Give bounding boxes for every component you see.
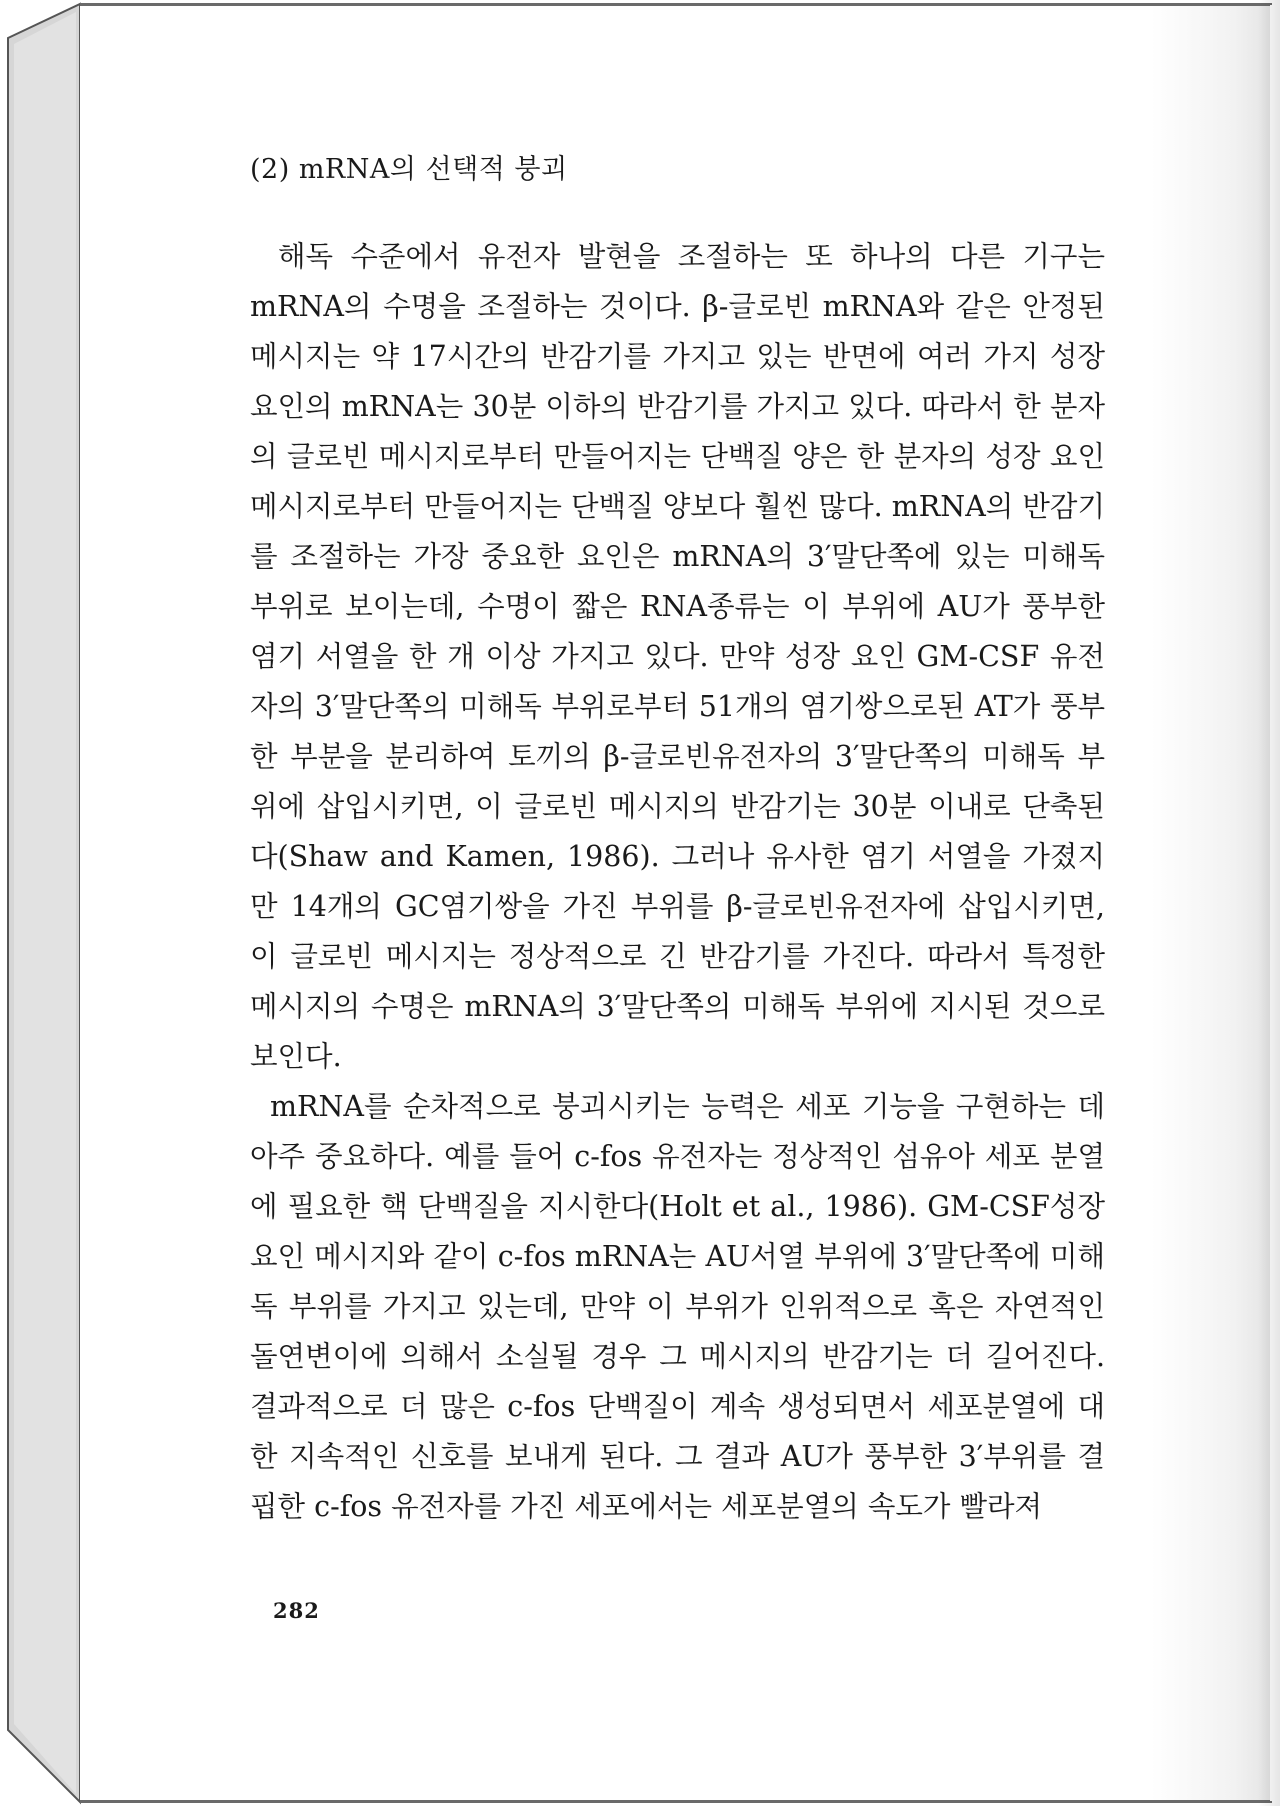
page-text [250, 150, 1105, 1532]
body-paragraph-2: mRNA를 순차적으로 붕괴시키는 능력은 세포 기능을 구현하는 데 아주 중요하다. 예를 들어 c-fos 유전자는 정상적인 섬유아 세포 분열에 필요한 핵 단백질을 지시한다(Holt et al., 1986). GM-CSF성장 요인 메시지와 같이 c-fos mRNA는 AU서열 부위에 3′말단쪽에 미해독 부위를 가지고 있는데, 만약 이 부위가 인위적으로 혹은 자연적인 돌연변이에 의해서 소실될 경우 그 메시지의 반감기는 더 길어진다. 결과적으로 더 많은 c-fos 단백질이 계속 생성되면서 세포분열에 대한 지속적인 신호를 보내게 된다. 그 결과 AU가 풍부한 3′부위를 결핍한 c-fos 유전자를 가진 세포에서는 세포분열의 속도가 빨라져 [250, 1090, 1105, 1523]
section-heading: (2) mRNA의 선택적 붕괴 [250, 154, 568, 185]
body-paragraph-1: 해독 수준에서 유전자 발현을 조절하는 또 하나의 다른 기구는 mRNA의 수명을 조절하는 것이다. β-글로빈 mRNA와 같은 안정된 메시지는 약 17시간의 반감기를 가지고 있는 반면에 여러 가지 성장 요인의 mRNA는 30분 이하의 반감기를 가지고 있다. 따라서 한 분자의 글로빈 메시지로부터 만들어지는 단백질 양은 한 분자의 성장 요인 메시지로부터 만들어지는 단백질 양보다 훨씬 많다. mRNA의 반감기를 조절하는 가장 중요한 요인은 mRNA의 3′말단쪽에 있는 미해독 부위로 보이는데, 수명이 짧은 RNA종류는 이 부위에 AU가 풍부한 염기 서열을 한 개 이상 가지고 있다. 만약 성장 요인 GM-CSF 유전자의 3′말단쪽의 미해독 부위로부터 51개의 염기쌍으로된 AT가 풍부한 부분을 분리하여 토끼의 β-글로빈유전자의 3′말단쪽의 미해독 부위에 삽입시키면, 이 글로빈 메시지의 반감기는 30분 이내로 단축된다(Shaw and Kamen, 1986). 그러나 유사한 염기 서열을 가졌지만 14개의 GC염기쌍을 가진 부위를 β-글로빈유전자에 삽입시키면, 이 글로빈 메시지는 정상적으로 긴 반감기를 가진다. 따라서 특정한 메시지의 수명은 mRNA의 3′말단쪽의 미해독 부위에 지시된 것으로 보인다. [250, 240, 1105, 1073]
page-number: 282 [273, 1598, 320, 1623]
page-edge-shadow [1258, 0, 1280, 1806]
